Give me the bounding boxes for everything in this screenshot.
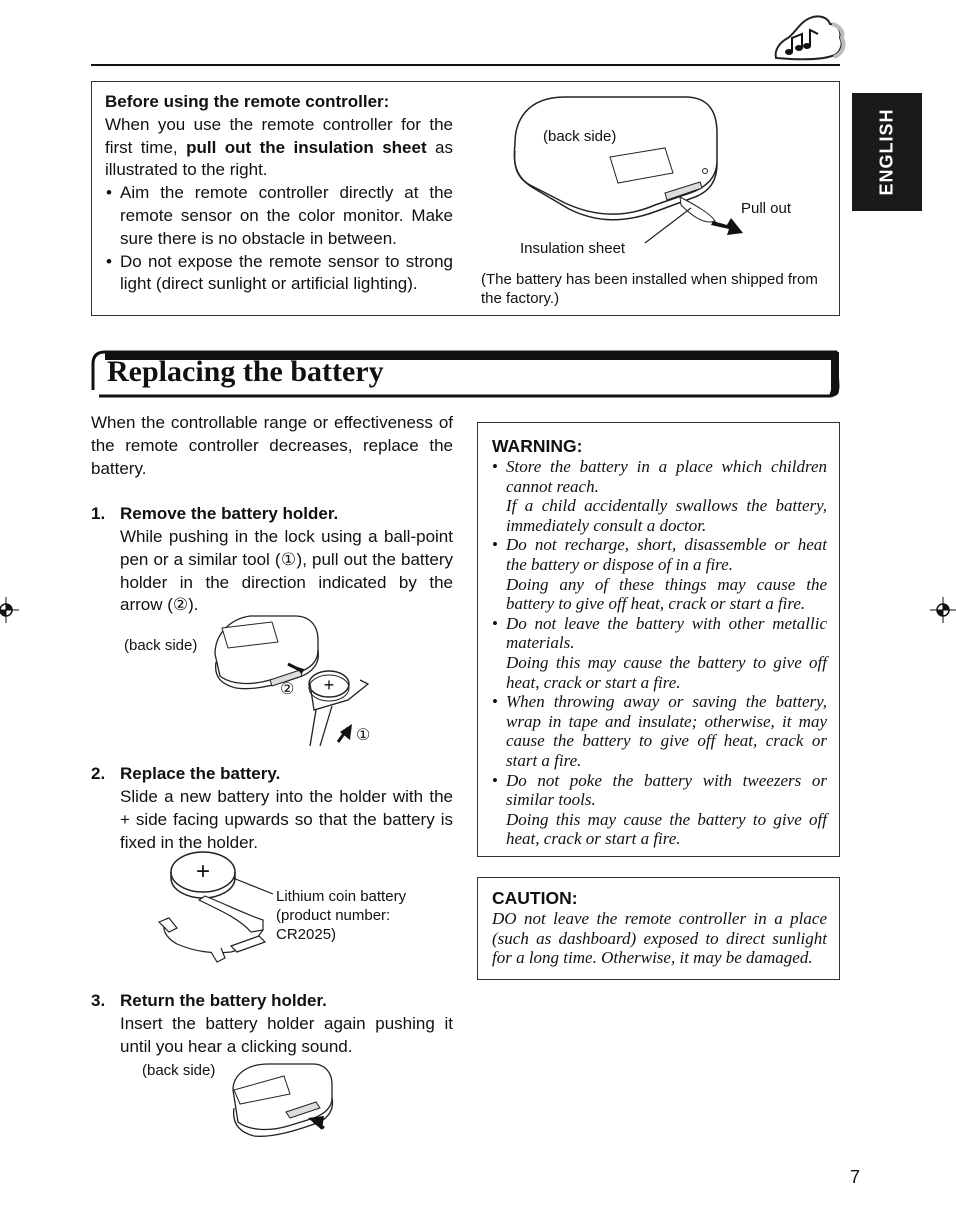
svg-text:+: +	[195, 858, 211, 885]
fig1-marker-1: ①	[356, 727, 371, 744]
warning-item-main: • Do not leave the battery with other metallic materials.	[506, 613, 827, 653]
music-notes-icon	[770, 12, 846, 64]
warning-item-sub: Doing this may cause the battery to give off heat, crack or start a fire.	[506, 809, 827, 849]
caution-title: CAUTION:	[492, 888, 578, 908]
caution-text: DO not leave the remote controller in a place (such as dashboard) exposed to direct sunlight for a long time. Otherwise, it may be damaged.	[492, 909, 827, 968]
step-text: Insert the battery holder again pushing it until you hear a clicking sound.	[120, 1014, 453, 1056]
fig2-label-line1: Lithium coin battery	[276, 888, 407, 905]
step-1	[91, 503, 453, 617]
coin-battery-figure	[155, 848, 445, 968]
return-holder-figure	[138, 1060, 348, 1140]
intro-fig-back-side: (back side)	[543, 128, 617, 145]
header-rule	[91, 64, 840, 66]
warning-item-sub: Doing this may cause the battery to give off heat, crack or start a fire.	[506, 652, 827, 692]
step-title: Return the battery holder.	[120, 991, 327, 1011]
step-number: 2.	[91, 764, 106, 784]
warning-item	[492, 614, 827, 692]
warning-list	[492, 457, 827, 849]
intro-para-bold: pull out the insulation sheet	[186, 137, 427, 157]
step-title: Replace the battery.	[120, 764, 281, 784]
remove-holder-drawing	[120, 614, 380, 749]
caution-content	[492, 887, 827, 968]
intro-title: Before using the remote controller:	[105, 92, 390, 111]
step-3	[91, 990, 453, 1058]
section-intro: When the controllable range or effectiveness of the remote controller decreases, replace the battery.	[91, 413, 453, 478]
intro-bullets	[105, 182, 453, 296]
page-number: 7	[850, 1167, 861, 1187]
language-tab	[852, 93, 922, 211]
section-title: Replacing the battery	[107, 355, 384, 388]
intro-fig-insulation: Insulation sheet	[520, 240, 626, 257]
language-tab-label: ENGLISH	[876, 108, 897, 196]
warning-title: WARNING:	[492, 436, 583, 456]
warning-item-sub: If a child accidentally swallows the battery, immediately consult a doctor.	[506, 496, 827, 535]
remove-holder-figure	[120, 614, 380, 749]
warning-item-main: • Do not recharge, short, disassemble or heat the battery or dispose of in a fire.	[506, 535, 827, 574]
intro-note: (The battery has been installed when shipped from the factory.)	[481, 271, 818, 307]
step-text: While pushing in the lock using a ball-point pen or a similar tool (①), pull out the battery holder in the direction indicated by the arrow (②).	[120, 526, 453, 615]
remote-insulation-figure	[505, 93, 805, 257]
registration-mark-icon	[930, 597, 956, 623]
step-number: 3.	[91, 991, 106, 1011]
step-2	[91, 763, 453, 854]
step-title: Remove the battery holder.	[120, 504, 339, 524]
intro-bullet: • Do not expose the remote sensor to strong light (direct sunlight or artificial lighting).	[105, 251, 453, 297]
intro-fig-pull-out: Pull out	[741, 200, 792, 217]
warning-item-main: • Store the battery in a place which children cannot reach.	[506, 457, 827, 496]
svg-text:+: +	[323, 675, 335, 695]
warning-item-main: • When throwing away or saving the battery, wrap in tape and insulate; otherwise, it may cause the battery to give off heat, crack or start a fire.	[506, 692, 827, 770]
intro-para-tail: as illustrated to the right.	[105, 137, 453, 180]
warning-item	[492, 457, 827, 535]
fig1-back-side: (back side)	[124, 637, 198, 654]
fig2-label-line3: CR2025)	[276, 926, 337, 943]
intro-text	[105, 91, 453, 296]
warning-item	[492, 535, 827, 613]
fig2-label-line2: (product number:	[276, 907, 391, 924]
warning-item	[492, 692, 827, 770]
warning-item-main: • Do not poke the battery with tweezers or similar tools.	[506, 770, 827, 810]
intro-paragraph	[105, 114, 453, 182]
return-holder-drawing	[138, 1060, 348, 1140]
registration-mark-icon	[0, 597, 19, 623]
step-text: Slide a new battery into the holder with the + side facing upwards so that the battery is fixed in the holder.	[120, 786, 453, 852]
warning-box	[477, 422, 840, 857]
fig3-back-side: (back side)	[142, 1062, 216, 1079]
warning-item-sub: Doing any of these things may cause the battery to give off heat, crack or start a fire.	[506, 574, 827, 614]
step-number: 1.	[91, 504, 106, 524]
intro-para-lead: When you use the remote controller for the first time,	[105, 114, 453, 157]
warning-content	[492, 435, 827, 849]
intro-bullet: • Aim the remote controller directly at the remote sensor on the color monitor. Make sure there is no obstacle in between.	[105, 182, 453, 250]
fig1-marker-2: ②	[280, 681, 295, 698]
warning-item	[492, 771, 827, 849]
caution-box	[477, 877, 840, 980]
